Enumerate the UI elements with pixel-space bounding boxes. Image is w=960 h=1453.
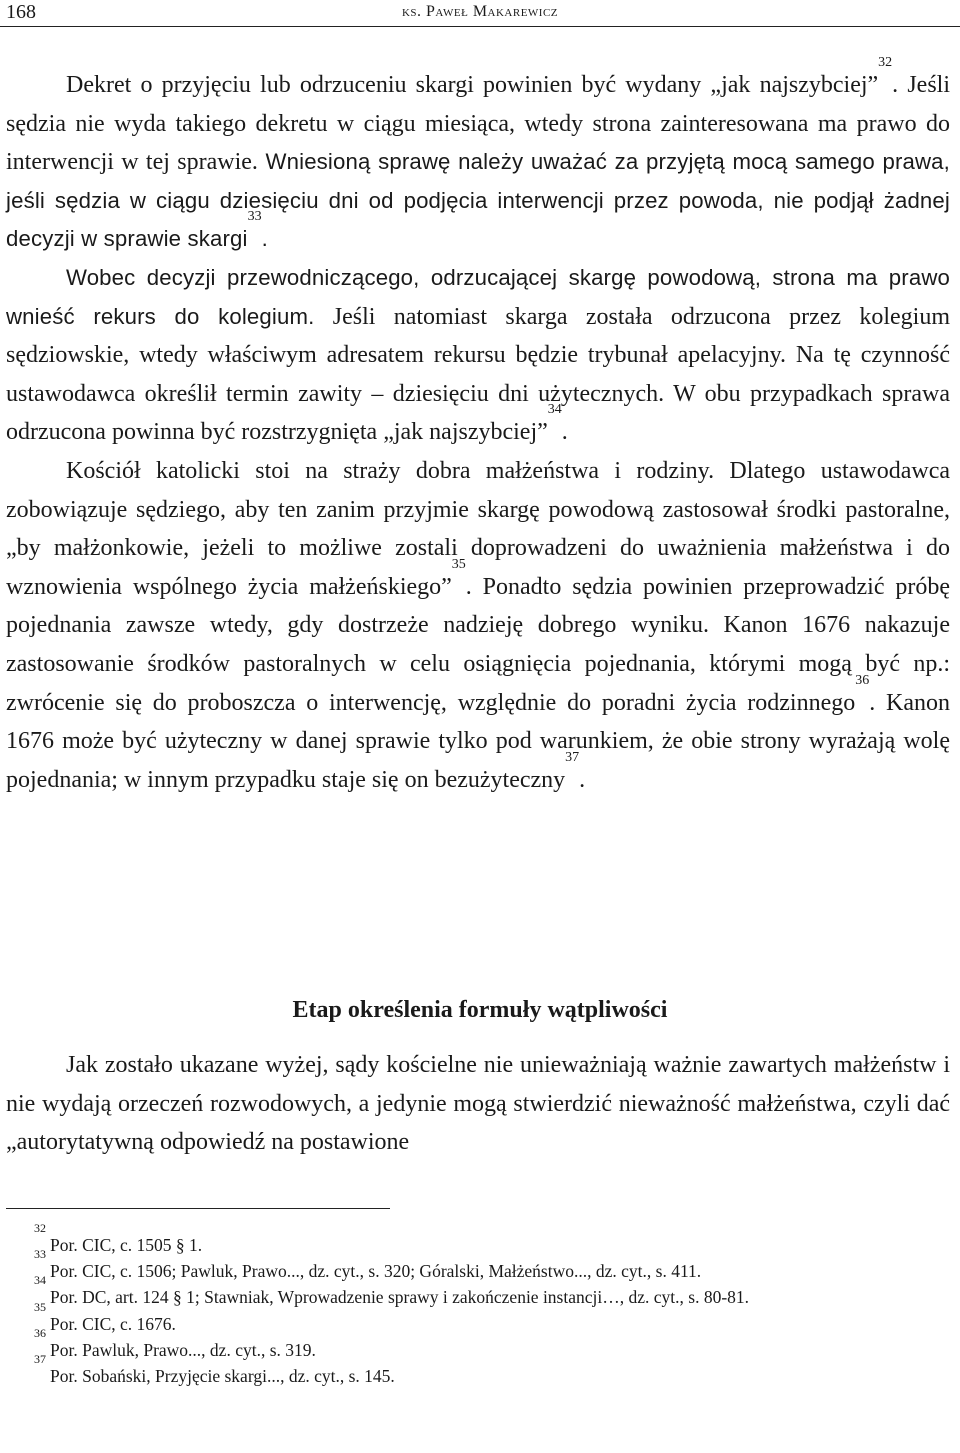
paragraph-text: . (579, 766, 586, 793)
footnote-ref[interactable]: 34 (547, 402, 562, 418)
section-heading: Etap określenia formuły wątpliwości (292, 997, 668, 1023)
paragraph-text: Dekret o przyjęciu lub odrzuceniu skargi powinien być wydany „jak najszybciej” (66, 72, 879, 98)
footnote-number: 33 (34, 1247, 46, 1262)
paragraph-text: . Ponadto sędzia powinien przeprowadzić próbę pojednania zawsze wtedy, gdy dostrzeże nadzieję dobrego wyniku. Kanon 1676 nakazuje zastosowanie środków pastoralnych w celu osiągnięcia pojednania, którymi mogą być np.: zwrócenie się do proboszcza o interwencję, względnie do poradni życia rodzinnego (6, 573, 950, 716)
footnote (6, 1247, 950, 1284)
footnote (6, 1221, 950, 1258)
footnote-number: 34 (34, 1273, 46, 1288)
footnote (6, 1299, 950, 1337)
footnote (6, 1273, 950, 1310)
footnote-divider (6, 1208, 390, 1209)
paragraph-text: Wobec decyzji przewodniczącego, odrzucającej skargę powodową, strona ma prawo wnieść rekurs do kolegium. (6, 264, 950, 329)
paragraph (6, 259, 950, 452)
footnote-text: Por. CIC, c. 1506; Pawluk, Prawo..., dz. cyt., s. 320; Góralski, Małżeństwo..., dz. cyt., s. 411. (50, 1261, 702, 1282)
footnote-ref[interactable]: 35 (451, 556, 466, 572)
paragraph-text: . Kanon 1676 może być użyteczny w danej sprawie tylko pod warunkiem, że obie strony wyrażają wolę pojednania; w innym przypadku staje się on bezużyteczny (6, 689, 951, 793)
footnote-ref[interactable]: 36 (855, 672, 870, 688)
paragraph: Jak zostało ukazane wyżej, sądy kościelne nie unieważniają ważnie zawartych małżeństw i nie wydają orzeczeń rozwodowych, a jedynie mogą stwierdzić nieważność małżeństwa, czyli dać „autorytatywną odpowiedź na postawione (6, 1052, 950, 1156)
section-text (6, 1046, 950, 1162)
footnotes (6, 1221, 950, 1389)
footnote-number: 36 (34, 1325, 46, 1340)
paragraph (6, 452, 950, 799)
body-text (6, 55, 951, 799)
footnote-text: Por. Pawluk, Prawo..., dz. cyt., s. 319. (50, 1339, 316, 1360)
footnote-ref[interactable]: 33 (247, 209, 262, 225)
paragraph (6, 55, 950, 259)
footnote-number: 32 (34, 1221, 46, 1235)
running-head: ks. Paweł Makarewicz (401, 3, 559, 20)
page-header (0, 0, 960, 27)
page-number: 168 (6, 1, 36, 23)
paragraph-text: . (561, 419, 568, 446)
footnote (6, 1352, 950, 1389)
footnote-ref[interactable]: 37 (565, 749, 580, 765)
paragraph-text: . (261, 226, 268, 252)
footnote (6, 1325, 950, 1363)
paragraph-text: Kościół katolicki stoi na straży dobra małżeństwa i rodziny. Dlatego ustawodawca zobowiązuje sędziego, aby ten zanim przyjmie skargę powodową zastosował środki pastoralne, „by małżonkowie, jeżeli to możliwe zostali doprowadzeni do uważnienia małżeństwa i do wznowienia wspólnego życia małżeńskiego” (6, 457, 950, 600)
footnote-text: Por. Sobański, Przyjęcie skargi..., dz. cyt., s. 145. (50, 1366, 395, 1387)
footnote-number: 37 (34, 1352, 46, 1367)
paragraph-text: Jeśli natomiast skarga została odrzucona przez kolegium sędziowskie, wtedy właściwym adresatem rekursu będzie trybunał apelacyjny. Na tę czynność ustawodawca określił termin zawity – dziesięciu dni użytecznych. W obu przypadkach sprawa odrzucona powinna być rozstrzygnięta „jak najszybciej” (6, 303, 950, 446)
footnote-text: Por. CIC, c. 1505 § 1. (50, 1235, 203, 1255)
footnote-ref[interactable]: 32 (878, 55, 893, 70)
footnote-text: Por. DC, art. 124 § 1; Stawniak, Wprowadzenie sprawy i zakończenie instancji…, dz. cyt., s. 80-81. (50, 1287, 750, 1308)
footnote-number: 35 (34, 1299, 46, 1314)
paragraph-text: . Jeśli sędzia nie wyda takiego dekretu w ciągu miesiąca, wtedy strona zainteresowana ma prawo do interwencji w tej sprawie. (6, 72, 950, 176)
paragraph-text: Wniesioną sprawę należy uważać za przyjętą mocą samego prawa, jeśli sędzia w ciągu dziesięciu dni od podjęcia interwencji przez powoda, nie podjął żadnej decyzji w sprawie skargi (6, 149, 950, 252)
footnote-text: Por. CIC, c. 1676. (50, 1313, 176, 1334)
